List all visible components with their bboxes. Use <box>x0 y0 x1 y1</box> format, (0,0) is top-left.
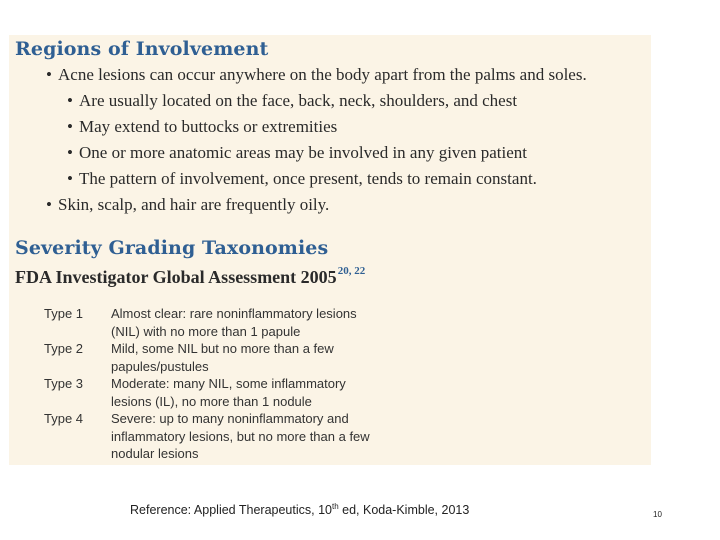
bullet-text: One or more anatomic areas may be involved in any given patient <box>79 143 527 162</box>
grade-label: Type 3 <box>44 376 84 391</box>
bullet-marker: • <box>67 143 73 162</box>
bullet-marker: • <box>46 195 52 214</box>
sub-bullet-item <box>67 117 337 137</box>
bullet-item <box>46 65 587 85</box>
regions-title: Regions of Involvement <box>15 38 269 60</box>
bullet-marker: • <box>67 117 73 136</box>
bullet-marker: • <box>67 91 73 110</box>
page-number: 10 <box>653 510 662 519</box>
bullet-marker: • <box>67 169 73 188</box>
fda-title-text: FDA Investigator Global Assessment 2005 <box>15 267 337 287</box>
reference-prefix: Reference: Applied Therapeutics, 10 <box>130 503 332 518</box>
bullet-marker: • <box>46 65 52 84</box>
reference-sup: th <box>331 502 339 511</box>
grade-description: Mild, some NIL but no more than a few papules/pustules <box>111 341 334 374</box>
fda-citation: 20, 22 <box>337 265 366 277</box>
bullet-text: Are usually located on the face, back, neck, shoulders, and chest <box>79 91 518 110</box>
severity-title: Severity Grading Taxonomies <box>15 237 329 259</box>
grade-description: Severe: up to many noninflammatory and inflammatory lesions, but no more than a few nodular lesions <box>111 411 370 461</box>
sub-bullet-item <box>67 143 527 163</box>
fda-assessment-title <box>15 267 365 288</box>
grade-label: Type 2 <box>44 341 84 356</box>
grade-label: Type 4 <box>44 411 84 426</box>
reference-citation <box>130 502 469 517</box>
sub-bullet-item <box>67 169 537 189</box>
grade-description: Moderate: many NIL, some inflammatory lesions (IL), no more than 1 nodule <box>111 376 346 409</box>
grade-label: Type 1 <box>44 306 84 321</box>
bullet-item <box>46 195 329 215</box>
reference-suffix: ed, Koda-Kimble, 2013 <box>338 503 470 518</box>
sub-bullet-item <box>67 91 517 111</box>
bullet-text: Skin, scalp, and hair are frequently oily. <box>58 195 330 214</box>
bullet-text: May extend to buttocks or extremities <box>79 117 338 136</box>
bullet-text: The pattern of involvement, once present, tends to remain constant. <box>79 169 537 188</box>
grade-description: Almost clear: rare noninflammatory lesions (NIL) with no more than 1 papule <box>111 306 357 339</box>
bullet-text: Acne lesions can occur anywhere on the body apart from the palms and soles. <box>58 65 587 84</box>
